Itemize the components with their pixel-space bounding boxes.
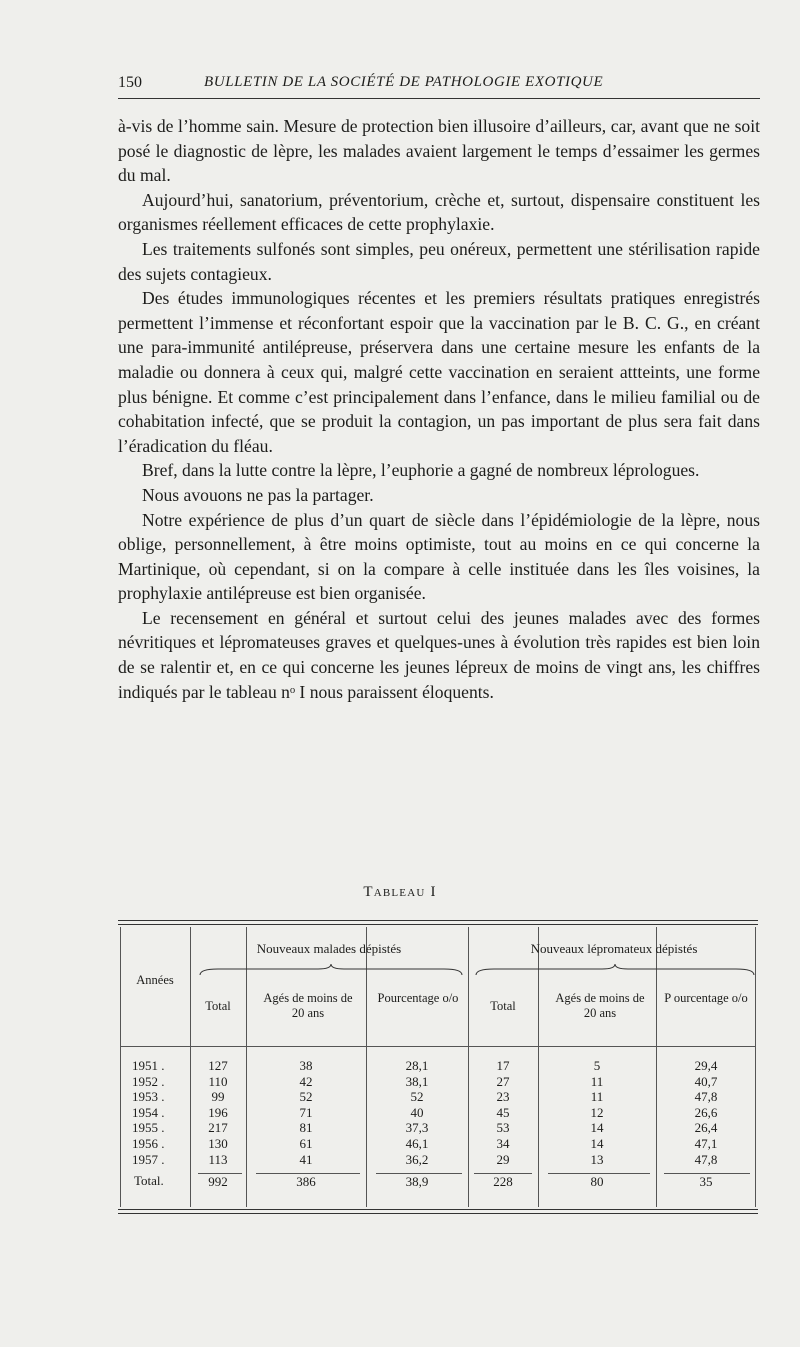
cell-ages1: 52 (299, 1089, 313, 1105)
cell-total1: 113 (208, 1151, 228, 1167)
cell-pct2: 26,6 (694, 1104, 718, 1120)
cell-pct2: 29,4 (694, 1058, 718, 1073)
cell-total1: 110 (208, 1073, 228, 1089)
cell-pct1: 52 (410, 1089, 424, 1105)
cell-total2: 45 (496, 1104, 510, 1120)
paragraph: Aujourd’hui, sanatorium, préventorium, crèche et, surtout, dispensaire constituent les organismes réellement efficaces de cette prophylaxie. (118, 189, 760, 235)
paragraph: Le recensement en général et surtout celui des jeunes malades avec des formes névritiques et lépromateuses graves et quelques-unes à évolution très rapides est bien loin de se ralentir et, en ce qui concerne les jeunes lépreux de moins de vingt ans, les chiffres indiqués par le tableau nᵒ I nous paraissent éloquents. (118, 607, 760, 702)
cell-total1: 99 (211, 1089, 225, 1105)
col-header-ages: Agés de moins de 20 ans (263, 991, 353, 1020)
cell-pct1: 36,2 (405, 1151, 429, 1167)
cell-total2: 23 (496, 1089, 510, 1105)
cell-ages1: 42 (299, 1073, 313, 1089)
running-header (118, 72, 760, 99)
paragraph: Bref, dans la lutte contre la lèpre, l’euphorie a gagné de nombreux léprologues. (142, 460, 700, 481)
cell-pct1: 28,1 (405, 1058, 429, 1073)
cell-years: 1957 . (132, 1151, 165, 1167)
cell-total1: 196 (208, 1104, 228, 1120)
cell-ages1: 81 (299, 1120, 313, 1136)
cell-total2: 17 (496, 1058, 510, 1073)
col-header-ages2: Agés de moins de 20 ans (555, 991, 645, 1020)
totals-pct2: 35 (699, 1174, 713, 1189)
cell-ages2: 11 (590, 1073, 604, 1089)
cell-ages2: 5 (593, 1058, 601, 1073)
cell-pct2: 47,8 (694, 1151, 718, 1167)
cell-ages1: 61 (299, 1136, 313, 1151)
table-rule (120, 927, 121, 1207)
group-header-lepromateux: Nouveaux lépromateux dépistés (530, 941, 698, 956)
cell-total1: 127 (208, 1058, 228, 1073)
cell-ages2: 11 (590, 1089, 604, 1105)
totals-ages2: 80 (590, 1174, 604, 1189)
cell-years: 1955 . (132, 1120, 165, 1136)
col-header-total2: Total (490, 999, 516, 1013)
totals-pct1: 38,9 (405, 1174, 429, 1189)
cell-pct1: 40 (410, 1104, 424, 1120)
paragraph: Les traitements sulfonés sont simples, peu onéreux, permettent une stérilisation rapide des sujets contagieux. (118, 238, 760, 284)
brace-malades (198, 963, 464, 977)
cell-years: 1952 . (132, 1073, 165, 1089)
paragraph: à-vis de l’homme sain. Mesure de protection bien illusoire d’ailleurs, car, avant que ne soit posé le diagnostic de lèpre, les malades avaient largement le temps d’essaimer les germes du mal. (118, 116, 760, 186)
table-title: Tableau I (363, 884, 437, 900)
cell-pct1: 37,3 (405, 1120, 429, 1136)
cell-ages1: 71 (299, 1104, 313, 1120)
brace-lepromateux (474, 963, 756, 977)
cell-years: 1954 . (132, 1104, 165, 1120)
cell-pct1: 38,1 (405, 1073, 429, 1089)
totals-ages1: 386 (296, 1174, 316, 1189)
totals-label: Total. (134, 1173, 164, 1188)
cell-years: 1956 . (132, 1136, 165, 1151)
totals-total1: 992 (208, 1174, 228, 1189)
cell-total2: 29 (496, 1151, 510, 1167)
col-header-total: Total (205, 999, 231, 1013)
paragraph: Notre expérience de plus d’un quart de siècle dans l’épidémiologie de la lèpre, nous oblige, personnellement, à être moins optimiste, tout au moins en ce qui concerne la Martinique, où cependant, si on la compare à celle instituée dans les îles voisines, la prophylaxie antilépreuse est bien organisée. (118, 509, 760, 604)
cell-pct2: 47,8 (694, 1089, 718, 1105)
cell-ages2: 14 (590, 1120, 604, 1136)
paragraph: Des études immunologiques récentes et les premiers résultats pratiques enregistrés permettent l’immense et réconfortant espoir que la vaccination par le B. C. G., en créant une para-immunité antilépreuse, préservera dans une certaine mesure les enfants de la maladie ou donnera à ceux qui, malgré cette vaccination en seraient attteints, une forme plus bénigne. Et comme c’est principalement dans l’enfance, dans le milieu familial ou de cohabitation infecté, que se produit la contagion, un pas important de plus sera fait dans l’éradication du fléau. (118, 288, 760, 456)
data-table (118, 920, 758, 1214)
col-header-pct2: P ourcentage o/o (664, 991, 748, 1005)
cell-pct2: 40,7 (694, 1073, 718, 1089)
paragraph: Nous avouons ne pas la partager. (142, 484, 374, 505)
cell-ages2: 12 (590, 1104, 604, 1120)
cell-years: 1951 . (132, 1058, 165, 1073)
col-header-annees: Années (136, 973, 174, 987)
cell-total1: 130 (208, 1136, 228, 1151)
cell-ages1: 38 (299, 1058, 313, 1073)
cell-total1: 217 (208, 1120, 228, 1136)
running-title: BULLETIN DE LA SOCIÉTÉ DE PATHOLOGIE EXOTIQUE (204, 74, 604, 90)
cell-total2: 27 (496, 1073, 510, 1089)
cell-pct2: 26,4 (694, 1120, 718, 1136)
totals-total2: 228 (493, 1174, 513, 1189)
page-number: 150 (118, 74, 142, 91)
cell-years: 1953 . (132, 1089, 165, 1105)
table-rule (468, 927, 469, 1207)
header-rule (120, 1046, 756, 1047)
group-header-malades: Nouveaux malades dépistés (256, 941, 402, 956)
cell-pct1: 46,1 (405, 1136, 429, 1151)
cell-ages2: 13 (590, 1151, 604, 1167)
cell-total2: 53 (496, 1120, 510, 1136)
article-body (118, 114, 760, 704)
col-header-pct: Pourcentage o/o (377, 991, 459, 1005)
table-rule (190, 927, 191, 1207)
cell-ages2: 14 (590, 1136, 604, 1151)
cell-total2: 34 (496, 1136, 510, 1151)
cell-pct2: 47,1 (694, 1136, 718, 1151)
cell-ages1: 41 (299, 1151, 313, 1167)
